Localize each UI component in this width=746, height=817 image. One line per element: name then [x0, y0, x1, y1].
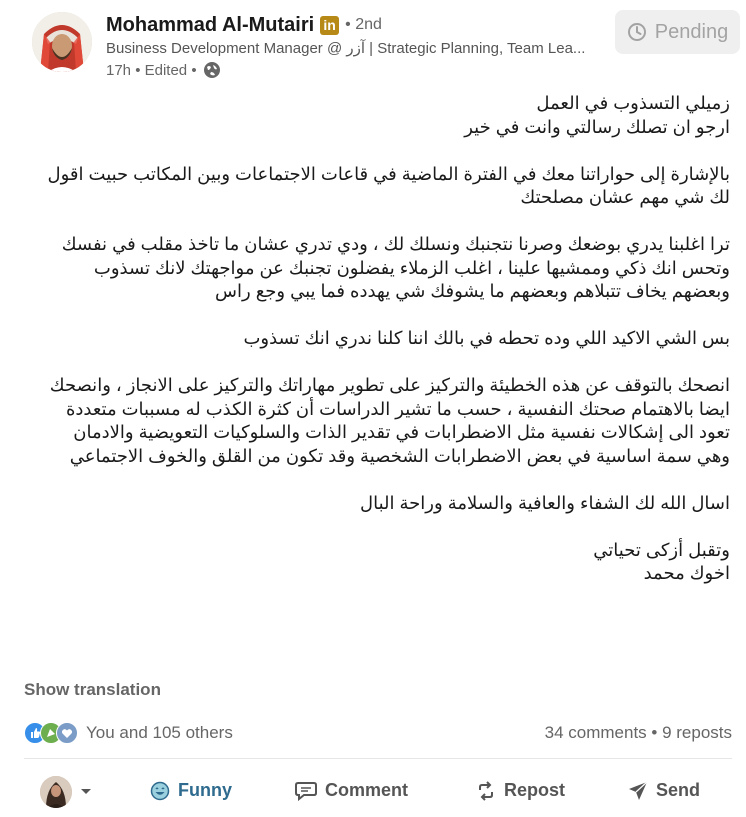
my-avatar[interactable]	[40, 776, 72, 808]
funny-label: Funny	[178, 780, 232, 800]
post-line: انصحك بالتوقف عن هذه الخطيئة والتركيز على تطوير مهاراتك والتركيز على الانجاز ، وانصحك	[49, 375, 730, 395]
repost-label: Repost	[504, 780, 566, 800]
divider	[24, 758, 732, 759]
clock-icon	[627, 22, 647, 42]
linkedin-premium-icon: in	[320, 16, 339, 35]
social-counts	[24, 720, 732, 746]
post-paragraph	[22, 327, 730, 351]
author-avatar[interactable]	[32, 12, 92, 72]
pending-label: Pending	[654, 20, 729, 43]
post-paragraph	[22, 374, 730, 468]
send-label: Send	[656, 780, 701, 800]
repost-button[interactable]	[476, 780, 565, 801]
chevron-down-icon[interactable]	[80, 788, 92, 796]
post-line: ايضا بالاهتمام صحتك النفسية ، حسب ما تشير الدراسات أن كثرة الكذب له مسببات متعددة	[65, 398, 730, 419]
comment-icon	[295, 781, 317, 801]
connection-degree: • 2nd	[345, 16, 382, 33]
reaction-icons[interactable]	[24, 722, 72, 744]
post-paragraph	[22, 539, 730, 586]
support-icon	[56, 722, 78, 744]
send-button[interactable]	[628, 780, 700, 801]
post-line: زميلي التسذوب في العمل	[536, 93, 730, 113]
author-name[interactable]: Mohammad Al-Mutairi	[106, 13, 315, 36]
pending-button[interactable]	[615, 10, 740, 54]
reactions-count[interactable]: You and 105 others	[86, 723, 233, 742]
post-text	[22, 92, 730, 586]
comment-button[interactable]	[295, 780, 408, 801]
send-icon	[628, 781, 648, 801]
globe-icon	[203, 61, 221, 79]
post-line: اخوك محمد	[643, 563, 730, 583]
post-line: ارجو ان تصلك رسالتي وانت في خير	[464, 116, 730, 137]
comment-label: Comment	[325, 780, 409, 800]
author-headline: Business Development Manager @ آزر | Strategic Planning, Team Lea...	[106, 40, 586, 57]
post-paragraph	[22, 233, 730, 304]
post-meta	[106, 60, 221, 80]
action-bar	[0, 766, 746, 816]
post-time: 17h • Edited •	[106, 61, 197, 79]
post-line: اسال الله لك الشفاء والعافية والسلامة وراحة البال	[360, 492, 730, 513]
post-line: بس الشي الاكيد اللي وده تحطه في بالك اننا كلنا ندري انك تسذوب	[243, 328, 730, 348]
comments-reposts-count[interactable]: 34 comments • 9 reposts	[544, 723, 732, 742]
post-line: وتحس انك ذكي وممشيها علينا ، اغلب الزملاء يفضلون تجنبك عن مواجهتك لانك تسذوب	[93, 257, 730, 278]
repost-icon	[476, 781, 496, 801]
post-line: وتقبل أزكى تحياتي	[593, 539, 730, 560]
show-translation-link[interactable]: Show translation	[24, 680, 161, 699]
post-line: بالإشارة إلى حواراتنا معك في الفترة الماضية في قاعات الاجتماعات وبين المكاتب حبيت اقول	[47, 163, 730, 184]
author-name-row	[106, 12, 382, 38]
post-line: لك شي مهم عشان مصلحتك	[520, 187, 730, 207]
post-paragraph	[22, 163, 730, 210]
post-line: تعود الى إشكالات نفسية مثل الاضطرابات في تقدير الذات والسلوكيات التعويضية والادمان	[73, 422, 730, 442]
funny-icon	[150, 781, 170, 801]
funny-button[interactable]	[150, 780, 232, 801]
post-line: وهي سمة اساسية في بعض الاضطرابات الشخصية وقد تكون من القلق والخوف الاجتماعي	[69, 445, 730, 466]
post-line: ترا اغلبنا يدري بوضعك وصرنا نتجنبك ونسلك لك ، ودي تدري عشان ما تاخذ مقلب في نفسك	[61, 234, 730, 254]
post-paragraph	[22, 492, 730, 516]
post-paragraph	[22, 92, 730, 139]
post-header	[0, 0, 746, 90]
post-line: وبعضهم يخاف تتبلاهم وبعضهم ما يشوفك شي يهدده فما يبي وجع راس	[215, 281, 730, 301]
